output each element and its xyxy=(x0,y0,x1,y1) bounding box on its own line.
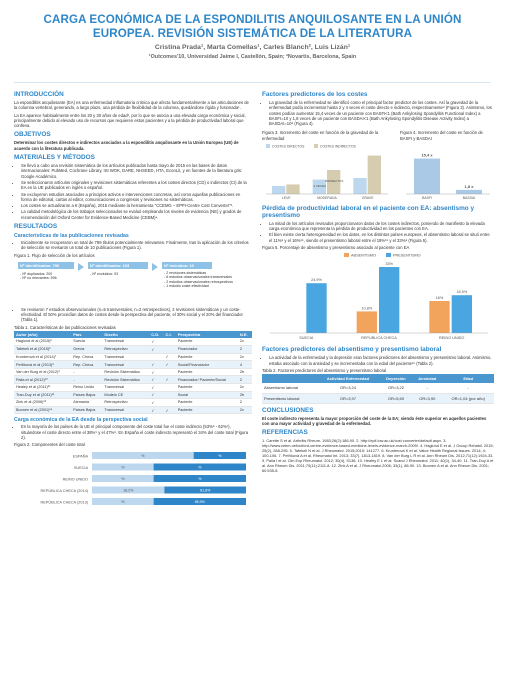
table-header-cell: Diseño xyxy=(102,331,149,338)
methods-item: • Los costes se actualizaron a € (España), 2015 mediante la herramienta "CCEMG – EPPI-Centre Cost Converter"³. xyxy=(21,203,252,208)
table-header-cell: Edad xyxy=(442,374,494,383)
poster-header xyxy=(0,0,505,84)
table-cell: Krunterová et al (2014)⁷ xyxy=(14,353,71,361)
productivity-heading: Pérdida de productividad laboral en el paciente con EA: absentismo y presentismo xyxy=(262,204,475,219)
table-cell: 2c xyxy=(238,384,252,392)
category-label: GRAVE xyxy=(361,195,374,200)
table-cell: - xyxy=(71,368,102,376)
references-text: 1. Carette S et al. Arthritis Rheum. 1983;26(2):186-90. 2. http://epil.low.ac.uk/cost converter/default.aspx. 3. http://www.cebm.net/oxford-centre-evidence-based-medicine-levels-evidence-march-2009/. 4. Haglund E et al. J Occup Rehabil. 2015; 25(2), 288-295. 5. Tafekeli N et al. J Rheumatol. 2015;2015: 141277. 6. Krunterová K et al. Value Health Regional Issues. 2014; 4: 100-106. 7. Petříková A et al. Rheumatol Int. 2013; 33(7), 1813-1819. 8. Van der Burg L R et al. Ann Rheum Dis. 2012;71(12):1924-33. 9. Palla I et al. Clin Exp Rheumatol. 2012; 30(4), S136. 10. Healey E L et al. Scand J Rheumatol. 2011; 40(1), 34-40. 11. Tran-Duy A et al. Ann Rheum Dis. 2011;70(11):2111-8. 12. Zink A et al. J Rheumatol.2006; 33(1), 86-90. 13. Boonen A et al. Ann Rheum Dis. 2001; 60:535-8. xyxy=(262,438,494,474)
table-row xyxy=(14,384,252,392)
table-cell: - xyxy=(71,376,102,384)
results-subheading-publications: Características de las publicaciones revisadas xyxy=(14,233,129,240)
table-cell: ✓ xyxy=(149,399,163,407)
table-cell: Healey et al (2011)¹¹ xyxy=(14,384,71,392)
category-label: LEVE xyxy=(281,195,291,200)
table-cell: Transversal xyxy=(102,338,149,346)
table-cell: ✓ xyxy=(149,376,163,384)
results-item: • Inicialmente se recuperaron un total de 799 títulos potencialmente relevantes. Finalmente, tras la aplicación de los criterios de selección se revisaron un total de 10 publicaciones (Figura 1). xyxy=(21,240,252,251)
table-cell: ✓ xyxy=(149,391,163,399)
table-header-row xyxy=(262,374,494,383)
table-body xyxy=(14,338,252,414)
table-cell: Transversal xyxy=(102,406,149,414)
table-header-cell: C.D. xyxy=(149,331,163,338)
table-cell: Financiador xyxy=(176,346,238,354)
intro-paragraph-1: La espondilitis anquilosante (EA) es una enfermedad inflamatoria crónica que afecta fundamentalmente a las articulaciones de la columna vertebral, generando, a largo plazo, una pérdida de flexibilidad de la columna, quedándose rígida y fusionada¹. xyxy=(14,100,249,111)
category-label: BASFI xyxy=(422,195,432,200)
table-header-cell: Autor (año) xyxy=(14,331,71,338)
references-heading: REFERENCIAS xyxy=(262,429,308,437)
legend-label: COSTES INDIRECTOS xyxy=(320,144,356,149)
authors: Cristina Prada¹, Marta Comellas¹, Carles Blanch², Luis Lizán¹ xyxy=(154,44,351,51)
left-column xyxy=(14,88,252,512)
data-label: 85,9% xyxy=(194,500,205,505)
legend-label: PRESENTISMO xyxy=(393,253,421,258)
data-label: % xyxy=(198,466,202,471)
table-cell: Social/Financiador xyxy=(176,361,238,369)
poster-title: CARGA ECONÓMICA DE LA ESPONDILITIS ANQUILOSANTE EN LA UNIÓN EUROPEA. REVISIÓN SISTEMÁTICA DE LA LITERATURA xyxy=(43,13,462,40)
table-cell: Petříková et al (2013)⁸ xyxy=(14,361,71,369)
table-cell: OR=3,90 xyxy=(412,393,442,403)
category-label: MODERADA xyxy=(317,195,337,200)
category-label: REPUBLICA CHECA xyxy=(361,336,397,341)
data-label: % xyxy=(121,477,125,482)
table-cell: ✓ xyxy=(164,376,176,384)
table-cell: Social xyxy=(176,391,238,399)
table-cell xyxy=(164,399,176,407)
data-label: 18,2% xyxy=(123,489,134,494)
figure3-caption: Figura 3. Incremento del coste en función de la gravedad de la enfermedad xyxy=(262,130,379,141)
table-cell: ✓ xyxy=(149,406,163,414)
table-cell: Países Bajos xyxy=(71,391,102,399)
table-cell: ✓ xyxy=(149,346,163,354)
table-cell: 2c xyxy=(238,338,252,346)
table-row xyxy=(14,368,252,376)
table-cell: Países Bajos xyxy=(71,406,102,414)
bar xyxy=(456,190,482,194)
table-cell: ✓ xyxy=(149,368,163,376)
affiliations: ¹Outcomes'10, Universidad Jaime I, Castellón, Spain; ²Novartis, Barcelona, Spain xyxy=(148,54,357,60)
table-cell: OR=5,69 xyxy=(380,393,412,403)
table-cell: Revisión Sistemática xyxy=(102,376,149,384)
table-cell xyxy=(164,391,176,399)
category-label: SUECIA xyxy=(299,336,314,341)
table-cell: OR=3,22 xyxy=(380,383,412,393)
productivity-item: • La mitad de los artículos revisados proporcionaron datos de los costes indirectos, poniendo de manifiesto la elevada carga económica que representa la pérdida de productividad en los pacientes con EA. xyxy=(269,221,494,232)
figure3-block xyxy=(262,128,392,201)
results-list-1 xyxy=(14,240,252,251)
conclusions-heading: CONCLUSIONES xyxy=(262,406,314,414)
selection-flow-diagram xyxy=(14,260,252,304)
intro-paragraph-2: La EA aparece habitualmente entre los 20 y 30 años de edad², por lo que se asocia a una elevada carga económica y social, principalmente debido al elevado uso de recursos que requieren estos pacientes y a la pérdida de productividad laboral que conlleva. xyxy=(14,112,246,129)
table-cell xyxy=(164,338,176,346)
table-cell: Alemania xyxy=(71,399,102,407)
data-label: % xyxy=(121,500,125,505)
table-header-cell: Actividad Enfermedad xyxy=(316,374,380,383)
references xyxy=(262,438,494,473)
table-row xyxy=(14,338,252,346)
table-cell xyxy=(164,346,176,354)
table-cell: Paciente xyxy=(176,406,238,414)
data-label: % xyxy=(121,466,125,471)
table-row xyxy=(14,346,252,354)
table-header-cell: Ansiedad xyxy=(412,374,442,383)
table-row xyxy=(14,361,252,369)
table-predictors xyxy=(262,374,494,404)
table-row xyxy=(262,383,494,393)
table-cell: - xyxy=(442,383,494,393)
table-cell: ✓ xyxy=(164,361,176,369)
results-item: • Se revisaron 7 estudios observacionales (n=5 transversales, n=2 retrospectivos), 2 revisiones sistemáticas y un coste-efectividad. El 50% procedían datos de costes desde la perspectiva del paciente, el 30% social y el 20% del financiador (Tabla 1). xyxy=(21,307,252,323)
bar-annotation: INDIRECTOS xyxy=(324,178,344,183)
absenteeism-predictors-heading: Factores predictores del absentismo y presentismo laboral xyxy=(262,346,442,354)
absenteeism-predictors-list xyxy=(262,355,494,366)
table-cell: 2 xyxy=(238,399,252,407)
figure2-caption: Figura 2. Componentes del coste total xyxy=(14,442,85,448)
predictors-list xyxy=(262,100,494,126)
table-cell: Paciente xyxy=(176,384,238,392)
results-list-2 xyxy=(14,307,252,323)
table-cell: Modelo CE xyxy=(102,391,149,399)
table-cell: 2c xyxy=(238,353,252,361)
chart-cost-components xyxy=(14,448,252,512)
methods-item: • Se seleccionaron artículos originales y revisiones sistemáticas referentes a los costes directos (CD) o indirectos (CI) de la EA en la UE publicados en inglés o español. xyxy=(21,180,252,191)
data-label: 15,4 x xyxy=(421,152,433,158)
table-cell: Zink et al (2006)¹³ xyxy=(14,399,71,407)
objectives-text: Determinar los costes directos e indirectos asociados a la espondilitis anquilosante en la Unión Europea (UE) de acuerdo con la literatura publicada. xyxy=(14,140,239,151)
predictors-item: • La gravedad de la enfermedad se identificó como el principal factor predictor de los costes. Así la gravedad de la enfermedad podía incrementar hasta 2 y 4 veces el coste directo e indirecto, respectivamente⁸ (Figura 3). Asimismo, los costes podían aumentar 15,4 veces de un paciente con BASFI<1 (Bath Ankylosing Spondylitis Functional Index) a BASFI=10 y 1,8 veces de un paciente con BASDAI<1 (Bath Ankylosing Spondylitis Disease Activity Index) a BASDAI=10⁸ (Figura 4). xyxy=(269,100,494,126)
table-header-cell xyxy=(262,374,316,383)
category-label: REPÚBLICA CHECA (2014) xyxy=(40,489,88,494)
bar xyxy=(353,178,366,194)
bar xyxy=(429,301,449,333)
data-label: % xyxy=(141,454,145,459)
table-body xyxy=(262,383,494,403)
absenteeism-predictors-item: • La actividad de la enfermedad y la depresión eran factores predictores del absentismo y presentismo laboral. Asimismo, estaba asociado con la ansiedad y se incrementaba con la edad del paciente¹⁵ (Tabla 2). xyxy=(269,355,494,366)
bar xyxy=(368,155,381,193)
table-cell: 2b xyxy=(238,391,252,399)
methods-list xyxy=(14,163,252,220)
table-cell xyxy=(149,353,163,361)
data-label: % xyxy=(198,477,202,482)
table-row xyxy=(262,393,494,403)
table-cell xyxy=(164,368,176,376)
table-cell: Reino Unido xyxy=(71,384,102,392)
bar xyxy=(379,267,399,333)
table-cell: ✓ xyxy=(164,406,176,414)
legend-swatch xyxy=(314,144,318,148)
data-label: % xyxy=(218,454,222,459)
data-label: 1,8 x xyxy=(464,183,474,189)
table-header-cell: País xyxy=(71,331,102,338)
flow-box-screened: Nº identificados: 103 xyxy=(88,262,148,269)
flow-arrow xyxy=(152,263,158,271)
table-cell: Rep. Checa xyxy=(71,353,102,361)
figure1-caption: Figura 1. Flujo de selección de los artículos xyxy=(14,252,95,258)
table-cell: OR=1,04 (por año) xyxy=(442,393,494,403)
table-cell: Rep. Checa xyxy=(71,361,102,369)
table-cell: Tran-Duy et al (2011)¹² xyxy=(14,391,71,399)
table-cell: Presentismo laboral xyxy=(262,393,316,403)
table-cell: Boonen et al (2001)¹⁴ xyxy=(14,406,71,414)
category-label: ESPAÑA xyxy=(72,454,88,459)
table2-caption: Tabla 2. Factores predictores del absentismo y presentismo laboral xyxy=(262,367,387,373)
methods-item: • Se llevó a cabo una revisión sistemática de los artículos publicados hasta mayo de 2015 en las bases de datos internacionales: PubMed, Cochrane Library, ISI WOK, DARE, NHSEED, HTA, EconLit, y en fuentes de la literatura gris: Google Académico. xyxy=(21,163,252,179)
table-cell: Retrospectivo xyxy=(102,346,149,354)
table-cell: Grecia xyxy=(71,346,102,354)
results-list-3 xyxy=(14,424,252,440)
category-label: REINO UNIDO xyxy=(62,477,88,482)
table1-caption: Tabla 1. Características de las publicaciones revisadas xyxy=(14,324,116,330)
productivity-list xyxy=(262,221,494,243)
flow-arrow xyxy=(78,263,84,271)
bar xyxy=(306,283,326,333)
legend-label: COSTES DIRECTOS xyxy=(272,144,305,149)
chart-basfi-basdai xyxy=(400,142,494,202)
data-label: 81,8% xyxy=(200,489,211,494)
table-cell: Retrospectivo xyxy=(102,399,149,407)
table-cell: Van der Burg et al (2012)⁹ xyxy=(14,368,71,376)
data-label: 16% xyxy=(435,296,444,301)
methods-heading: MATERIALES Y MÉTODOS xyxy=(14,154,95,162)
chart-absenteeism-presenteeism xyxy=(262,251,494,343)
legend-label: ABSENTISMO xyxy=(351,253,376,258)
table-cell: Absentismo laboral xyxy=(262,383,316,393)
table-cell: Tafekeli et al (2015)⁶ xyxy=(14,346,71,354)
table-row xyxy=(14,399,252,407)
table-cell: Paciente xyxy=(176,399,238,407)
table-characteristics xyxy=(14,331,252,414)
table-cell: Revisión Sistemática xyxy=(102,368,149,376)
table-cell: ✓ xyxy=(149,361,163,369)
methods-item: • La calidad metodológica de los trabajos seleccionados se evaluó empleando los niveles de evidencia (NE) y grados de recomendación del Oxford Center for Evidence-Based Medicine (CEBM)⁴. xyxy=(21,209,252,220)
table-cell: OR=3,24 xyxy=(316,383,380,393)
bar xyxy=(272,186,285,194)
table-header-cell: Depresión xyxy=(380,374,412,383)
chart-severity-costs xyxy=(262,142,392,202)
table-cell: Suecia xyxy=(71,338,102,346)
bar-annotation: 2 VECES xyxy=(313,183,327,188)
figure3-4-row xyxy=(262,128,494,201)
table-cell: Paciente xyxy=(176,338,238,346)
table-cell: ✓ xyxy=(164,353,176,361)
table-cell: Palla et al (2012)¹⁰ xyxy=(14,376,71,384)
category-label: REINO UNIDO xyxy=(439,336,465,341)
bar xyxy=(357,312,377,334)
right-column xyxy=(262,88,494,475)
table-cell: 2 xyxy=(238,376,252,384)
data-label: 10,8% xyxy=(361,306,373,311)
table-cell xyxy=(164,384,176,392)
bar xyxy=(452,295,472,333)
data-label: 24,9% xyxy=(311,278,322,283)
table-header-cell: N.E. xyxy=(238,331,252,338)
bar xyxy=(286,184,299,194)
table-cell: OR=3,97 xyxy=(316,393,380,403)
legend-swatch xyxy=(386,253,391,257)
data-label: 33% xyxy=(385,262,393,267)
table-cell: - xyxy=(412,383,442,393)
table-cell: Paciente xyxy=(176,368,238,376)
conclusions-text: El coste indirecto representa la mayor proporción del coste de la EA; siendo éste superior en aquellos pacientes con una mayor actividad y gravedad de la enfermedad. xyxy=(262,415,487,426)
category-label: REPÚBLICA CHECA (2013) xyxy=(40,500,88,505)
table-header-cell: Perspectiva xyxy=(176,331,238,338)
table-cell: Transversal xyxy=(102,353,149,361)
category-label: SUECIA xyxy=(73,466,88,471)
table-cell: 2 xyxy=(238,346,252,354)
flow-sub-screened: - Nº excluidos: 93 xyxy=(90,271,119,276)
data-label: 18,9% xyxy=(456,290,468,295)
objectives-heading: OBJETIVOS xyxy=(14,131,51,139)
results-item: • En la mayoría de los países de la UE el principal componente del coste total fue el coste indirecto (53%⁸ - 62%¹), situándose el coste directo entre el 38%⁹ y el 47%⁸. En España el coste indirecto representó el 34% del coste total (Figura 2). xyxy=(21,424,252,440)
table-cell: Financiador/ Paciente/Social xyxy=(176,376,238,384)
table-cell: 2b xyxy=(238,368,252,376)
table-row xyxy=(14,406,252,414)
table-header-cell: C.I. xyxy=(164,331,176,338)
table-cell: Transversal xyxy=(102,384,149,392)
category-label: BASDAI xyxy=(462,195,476,200)
table-row xyxy=(14,376,252,384)
table-cell: Haglund et al (2015)⁵ xyxy=(14,338,71,346)
table-cell: 4 xyxy=(238,361,252,369)
table-cell: Paciente xyxy=(176,353,238,361)
results-subheading-burden: Carga económica de la EA desde la perspectiva social xyxy=(14,417,148,424)
table-row xyxy=(14,353,252,361)
flow-box-identified: Nº identificados: 799 xyxy=(18,262,74,269)
header-divider xyxy=(14,82,491,83)
figure5-caption: Figura 5. Porcentaje de absentismo y presentismo asociado al paciente con EA xyxy=(262,245,410,251)
table-cell: Transversal xyxy=(102,361,149,369)
figure4-block xyxy=(400,128,494,201)
table-cell: ✓ xyxy=(149,384,163,392)
table-cell: ✓ xyxy=(149,338,163,346)
flow-sub-included: - 2 revisiones sistemáticas - 6 estudios observacionales transversales - 2 estudios observacionales retrospectivos - 1 estudio coste-efectividad xyxy=(164,270,233,289)
productivity-item: • El bien existe cierta heterogeneidad en los datos, en los distintos países europeos, el absentismo laboral se situó entre el 11%⁸ y el 16%¹⁵, siendo el presentismo laboral entre el 19%¹⁵ y el 33%⁸ (Figura 5). xyxy=(269,232,494,243)
table-row xyxy=(14,391,252,399)
legend-swatch xyxy=(266,144,270,148)
results-heading: RESULTADOS xyxy=(14,223,58,231)
figure4-caption: Figura 4. Incremento del coste en función de BASFI y BASDAI xyxy=(400,130,483,141)
legend-swatch xyxy=(344,253,349,257)
table-header-row xyxy=(14,331,252,338)
bar xyxy=(414,158,440,193)
table-cell: 2c xyxy=(238,406,252,414)
flow-sub-identified: - Nº duplicados: 200 - Nº no relevantes: 596 xyxy=(20,271,57,281)
predictors-heading: Factores predictores de los costes xyxy=(262,91,368,98)
flow-box-included: Nº incluidos: 10 xyxy=(162,262,212,269)
methods-item: • Se excluyeron estudios asociados a principios activos e intervenciones concretas, así como aquellas publicaciones en forma de editorial, cartas al editor, comunicaciones a congresos y revisiones no sistemáticas. xyxy=(21,192,252,203)
intro-heading: INTRODUCCIÓN xyxy=(14,91,64,98)
